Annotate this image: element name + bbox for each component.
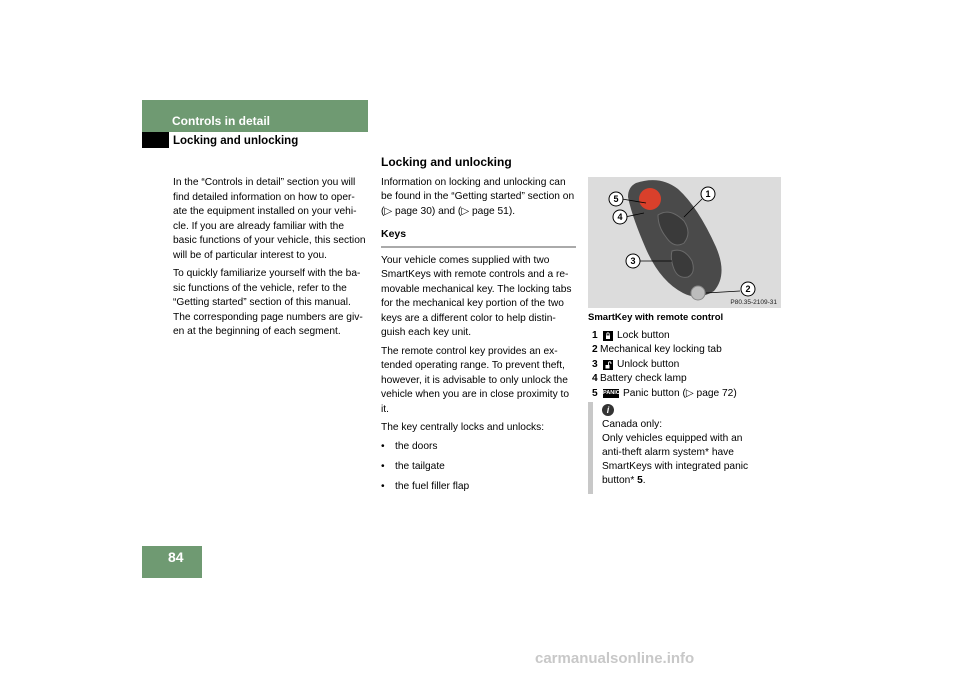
info-icon: i: [602, 404, 614, 416]
main-heading: Locking and unlocking: [381, 155, 512, 169]
svg-text:3: 3: [630, 256, 636, 266]
note-line: anti-theft alarm system* have: [602, 447, 734, 458]
figure-caption: SmartKey with remote control: [588, 312, 724, 323]
legend-item: 3 Unlock button: [592, 358, 680, 370]
panic-icon: PANIC: [603, 390, 620, 397]
note-body: [602, 404, 782, 488]
note-line: Canada only:: [602, 419, 663, 430]
legend-item: 5 PANIC Panic button (▷ page 72): [592, 387, 737, 399]
legend-column: [588, 311, 783, 401]
callout-3: [626, 254, 640, 268]
svg-text:4: 4: [617, 212, 623, 222]
callout-2: [741, 282, 755, 296]
keys-heading: Keys: [381, 227, 576, 248]
note-line: SmartKeys with integrated panic: [602, 461, 749, 472]
keys-paragraph: Your vehicle comes supplied with two SmartKeys with remote controls and a re-movable mechanical key. The locking tabs for the mechanical key portion of the two keys are a different color to help distin-guish each key unit.: [381, 254, 572, 338]
header-marker: [142, 132, 169, 148]
legend-item: 4 Battery check lamp: [592, 373, 687, 384]
watermark: carmanualsonline.info: [535, 650, 695, 667]
callout-1: [701, 187, 715, 201]
svg-text:5: 5: [613, 194, 619, 204]
intro-column: [173, 176, 368, 344]
subsection-title: Locking and unlocking: [173, 135, 299, 147]
legend: [588, 329, 783, 402]
legend-item: 1 Lock button: [592, 329, 670, 341]
figure-code: P80.35-2109-31: [730, 299, 777, 306]
note-line: Only vehicles equipped with an: [602, 433, 743, 444]
note-bar: [588, 402, 593, 494]
section-header: [142, 100, 368, 132]
lock-open-icon: [603, 360, 613, 370]
callout-5: [609, 192, 623, 206]
note-line: button* 5.: [602, 475, 646, 486]
list-item: • the doors: [381, 440, 576, 455]
callout-4: [613, 210, 627, 224]
intro-paragraph: To quickly familiarize yourself with the ba-sic functions of the vehicle, refer to the “Getting started” section of this manual. The corresponding page numbers are giv-en at the beginning of each segment.: [173, 268, 363, 337]
smartkey-figure: [588, 177, 781, 308]
page-number: 84: [142, 546, 202, 578]
main-intro: Information on locking and unlocking can be found in the “Getting started” section on (▷ page 30) and (▷ page 51).: [381, 176, 575, 217]
intro-paragraph: In the “Controls in detail” section you will find detailed information on how to oper-ate the equipment installed on your vehi-cle. If you are already familiar with the basic functions of your vehicle, this section will be of particular interest to you.: [173, 177, 366, 261]
svg-text:1: 1: [705, 189, 711, 199]
panic-button-shape: [639, 188, 661, 210]
lock-closed-icon: [603, 331, 613, 341]
mechanical-tab-shape: [691, 286, 705, 300]
svg-text:2: 2: [745, 284, 751, 294]
list-item: • the fuel filler flap: [381, 480, 576, 495]
list-item: • the tailgate: [381, 460, 576, 475]
note-ref: 5: [637, 475, 643, 486]
info-note: [588, 402, 783, 494]
keys-paragraph: The key centrally locks and unlocks:: [381, 422, 545, 433]
main-column: [381, 155, 576, 500]
section-title: Controls in detail: [172, 114, 271, 128]
lock-targets-list: [381, 440, 576, 495]
keys-paragraph: The remote control key provides an ex-tended operating range. To prevent theft, however, it is advisable to only unlock the vehicle when you are in close proximity to it.: [381, 345, 569, 415]
legend-item: 2 Mechanical key locking tab: [592, 344, 722, 355]
smartkey-illustration: [588, 177, 781, 308]
